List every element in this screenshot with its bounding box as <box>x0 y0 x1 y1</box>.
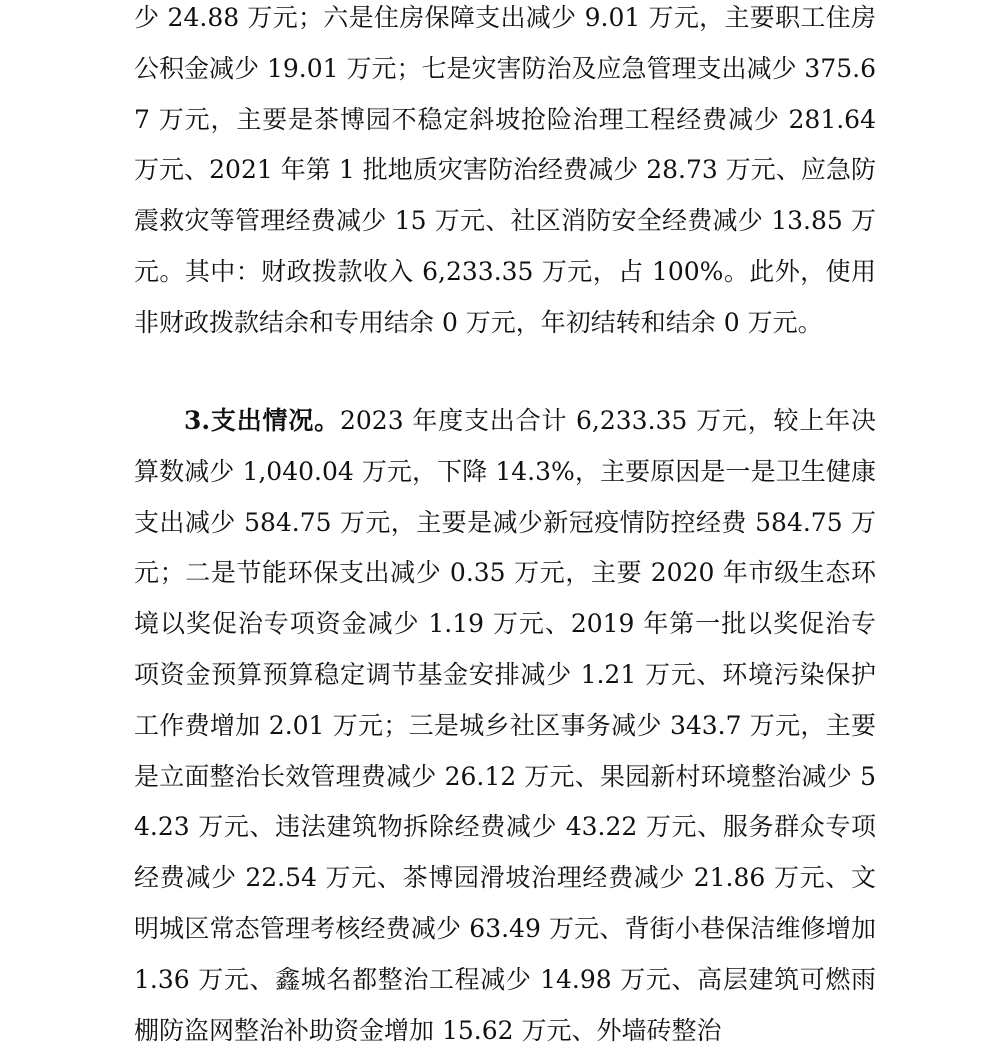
paragraph-expenditure-continuation: 少 24.88 万元；六是住房保障支出减少 9.01 万元，主要职工住房公积金减少 19.01 万元；七是灾害防治及应急管理支出减少 375.67 万元，主要是茶博园不稳定斜坡抢险治理工程经费减少 281.64 万元、2021 年第 1 批地质灾害防治经费减少 28.73 万元、应急防震救灾等管理经费减少 15 万元、社区消防安全经费减少 13.85 万元。其中：财政拨款收入 6,233.35 万元，占 100%。此外，使用非财政拨款结余和专用结余 0 万元，年初结转和结余 0 万元。 <box>134 3 876 337</box>
section-body: 2023 年度支出合计 6,233.35 万元，较上年决算数减少 1,040.04 万元，下降 14.3%，主要原因是一是卫生健康支出减少 584.75 万元，主要是减少新冠疫情防控经费 584.75 万元；二是节能环保支出减少 0.35 万元，主要 2020 年市级生态环境以奖促治专项资金减少 1.19 万元、2019 年第一批以奖促治专项资金预算预算稳定调节基金安排减少 1.21 万元、环境污染保护工作费增加 2.01 万元；三是城乡社区事务减少 343.7 万元，主要是立面整治长效管理费减少 26.12 万元、果园新村环境整治减少 54.23 万元、违法建筑物拆除经费减少 43.22 万元、服务群众专项经费减少 22.54 万元、茶博园滑坡治理经费减少 21.86 万元、文明城区常态管理考核经费减少 63.49 万元、背街小巷保洁维修增加 1.36 万元、鑫城名都整治工程减少 14.98 万元、高层建筑可燃雨棚防盗网整治补助资金增加 15.62 万元、外墙砖整治 <box>134 406 876 1045</box>
paragraph-expenditure-section <box>134 396 876 1056</box>
section-heading: 3.支出情况。 <box>184 406 340 435</box>
